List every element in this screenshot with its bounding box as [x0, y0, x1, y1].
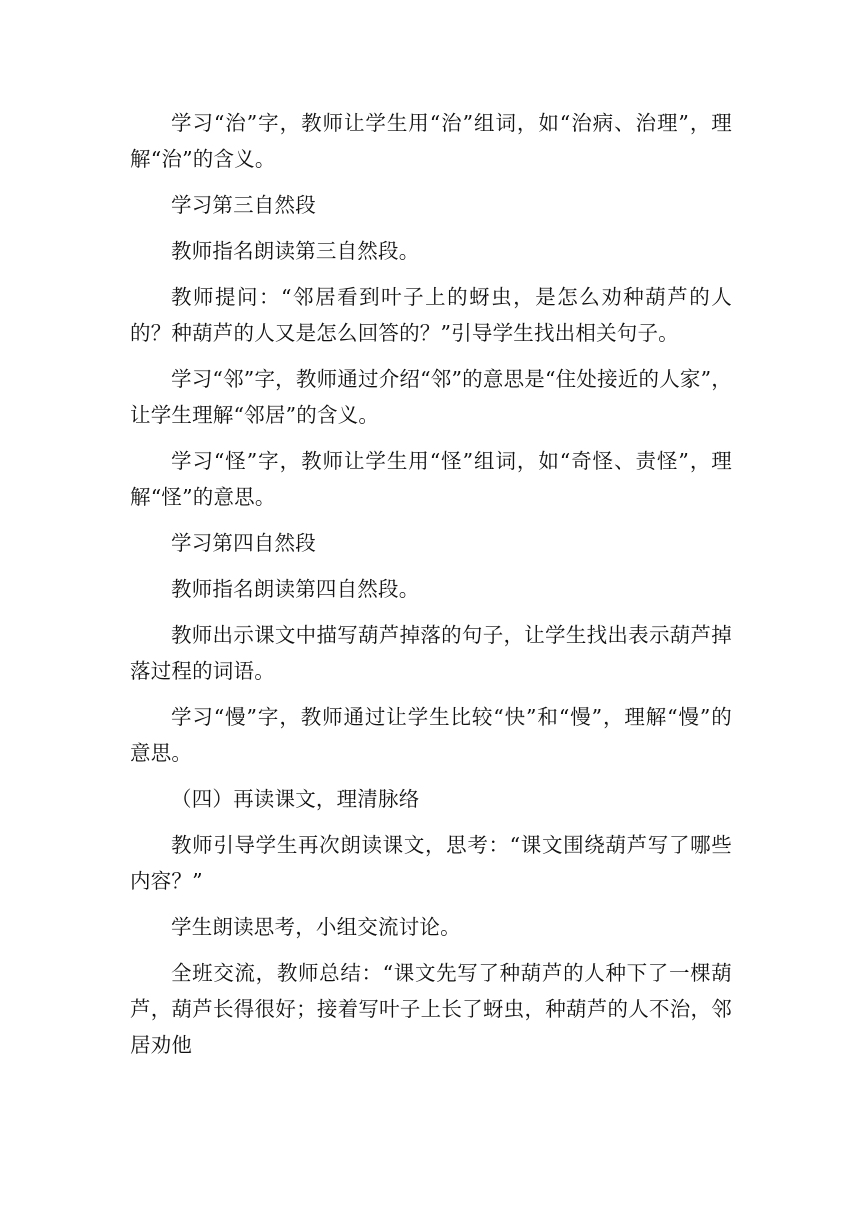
paragraph-learn-zhi: 学习“治”字，教师让学生用“治”组词，如“治病、治理”，理解“治”的含义。: [130, 111, 732, 171]
paragraph-reread-text: 教师引导学生再次朗读课文，思考：“课文围绕葫芦写了哪些内容？”: [130, 833, 732, 893]
paragraph-teacher-question: 教师提问：“邻居看到叶子上的蚜虫，是怎么劝种葫芦的人的？种葫芦的人又是怎么回答的？”引导学生找出相关句子。: [130, 285, 732, 345]
paragraph-learn-guai: 学习“怪”字，教师让学生用“怪”组词，如“奇怪、责怪”，理解“怪”的意思。: [130, 449, 732, 509]
paragraph-read-section-three: 教师指名朗读第三自然段。: [171, 239, 420, 263]
heading-section-four: 学习第四自然段: [171, 531, 316, 555]
paragraph-read-section-four: 教师指名朗读第四自然段。: [171, 577, 420, 601]
heading-part-four: （四）再读课文，理清脉络: [171, 787, 420, 811]
heading-section-three: 学习第三自然段: [171, 193, 316, 217]
document-body: [130, 105, 732, 1063]
paragraph-learn-man: 学习“慢”字，教师通过让学生比较“快”和“慢”，理解“慢”的意思。: [130, 705, 732, 765]
paragraph-class-summary: 全班交流，教师总结：“课文先写了种葫芦的人种下了一棵葫芦，葫芦长得很好；接着写叶子上长了蚜虫，种葫芦的人不治，邻居劝他: [130, 961, 732, 1057]
paragraph-group-discussion: 学生朗读思考，小组交流讨论。: [171, 915, 461, 939]
paragraph-learn-lin: 学习“邻”字，教师通过介绍“邻”的意思是“住处接近的人家”，让学生理解“邻居”的含义。: [130, 367, 732, 427]
paragraph-gourd-falling: 教师出示课文中描写葫芦掉落的句子，让学生找出表示葫芦掉落过程的词语。: [130, 623, 732, 683]
